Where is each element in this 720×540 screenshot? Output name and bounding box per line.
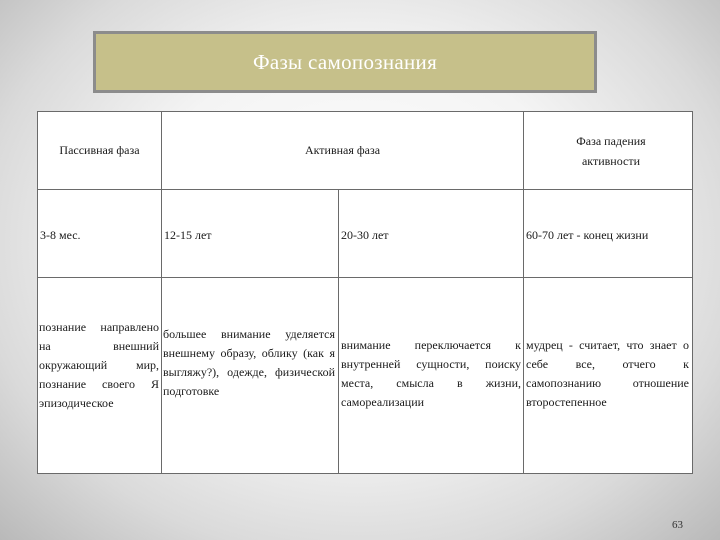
slide-title-box (93, 31, 597, 93)
description-cell: большее внимание уделяется внешнему образу, облику (как я выгляжу?), одежде, физической подготовке (163, 327, 335, 398)
table-divider (38, 189, 692, 190)
header-active-phase: Активная фаза (304, 143, 381, 157)
description-cell: внимание переключается к внутренней сущности, поиску места, смысла в жизни, самореализации (341, 338, 521, 409)
page-number: 63 (672, 519, 683, 531)
age-cell: 3-8 мес. (40, 228, 81, 242)
table-divider (38, 277, 692, 278)
description-cell: познание направлено на внешний окружающий мир, познание своего Я эпизодическое (39, 320, 159, 410)
table-divider (338, 189, 339, 473)
age-cell: 12-15 лет (164, 228, 212, 242)
description-cell: мудрец - считает, что знает о себе все, отчего к самопознанию отношение второстепенное (526, 338, 689, 409)
age-cell: 20-30 лет (341, 228, 389, 242)
slide-title: Фазы самопознания (252, 49, 438, 74)
table-divider (523, 112, 524, 473)
phases-table (37, 111, 693, 474)
age-cell: 60-70 лет - конец жизни (526, 228, 649, 242)
header-decline-phase: Фаза падения активности (576, 133, 646, 168)
header-passive-phase: Пассивная фаза (59, 143, 140, 157)
